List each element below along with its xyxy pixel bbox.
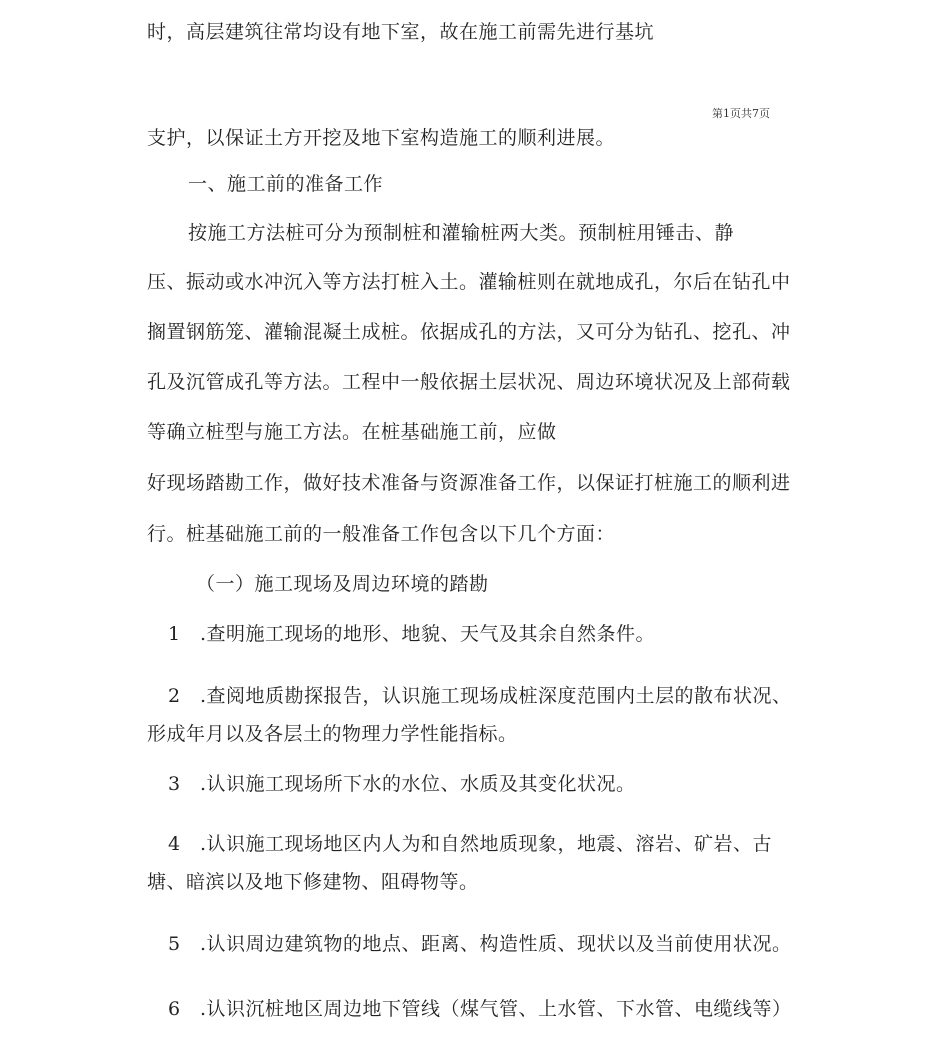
text-line: 支护，以保证土方开挖及地下室构造施工的顺利进展。 bbox=[147, 127, 616, 149]
section-heading: 一、施工前的准备工作 bbox=[188, 173, 384, 195]
list-item bbox=[168, 622, 655, 646]
list-item bbox=[168, 684, 792, 708]
text-line: 按施工方法桩可分为预制桩和灌输桩两大类。预制桩用锤击、静 bbox=[188, 222, 735, 244]
list-number: 6 bbox=[168, 998, 181, 1020]
text-line: 搁置钢筋笼、灌输混凝土成桩。依据成孔的方法，又可分为钻孔、挖孔、冲 bbox=[147, 321, 791, 343]
text-line: 行。桩基础施工前的一般准备工作包含以下几个方面： bbox=[147, 523, 616, 545]
text-line: 等确立桩型与施工方法。在桩基础施工前，应做 bbox=[147, 421, 557, 443]
text-line: 时，高层建筑往常均设有地下室，故在施工前需先进行基坑 bbox=[147, 21, 655, 43]
list-number: 3 bbox=[168, 773, 181, 795]
list-number: 4 bbox=[168, 833, 181, 855]
text-line: 形成年月以及各层土的物理力学性能指标。 bbox=[147, 723, 518, 745]
text-line: 好现场踏勘工作，做好技术准备与资源准备工作，以保证打桩施工的顺利进 bbox=[147, 472, 791, 494]
list-text: .认识周边建筑物的地点、距离、构造性质、现状以及当前使用状况。 bbox=[200, 933, 792, 955]
list-item bbox=[168, 772, 636, 796]
list-text: .查明施工现场的地形、地貌、天气及其余自然条件。 bbox=[200, 623, 656, 645]
text-line: 孔及沉管成孔等方法。工程中一般依据土层状况、周边环境状况及上部荷载 bbox=[147, 371, 791, 393]
list-item bbox=[168, 932, 792, 956]
text-line: 塘、暗滨以及地下修建物、阻碍物等。 bbox=[147, 871, 479, 893]
list-text: .查阅地质勘探报告，认识施工现场成桩深度范围内土层的散布状况、 bbox=[200, 685, 792, 707]
page-label: 第1页共7页 bbox=[712, 107, 770, 120]
list-item bbox=[168, 997, 792, 1021]
list-item bbox=[168, 832, 772, 856]
list-number: 1 bbox=[168, 623, 181, 645]
list-text: .认识施工现场地区内人为和自然地质现象，地震、溶岩、矿岩、古 bbox=[200, 833, 773, 855]
list-text: .认识施工现场所下水的水位、水质及其变化状况。 bbox=[200, 773, 636, 795]
list-number: 2 bbox=[168, 685, 181, 707]
list-number: 5 bbox=[168, 933, 181, 955]
list-text: .认识沉桩地区周边地下管线（煤气管、上水管、下水管、电缆线等） bbox=[200, 998, 792, 1020]
subsection-heading: （一）施工现场及周边环境的踏勘 bbox=[196, 573, 489, 595]
text-line: 压、振动或水冲沉入等方法打桩入土。灌输桩则在就地成孔，尔后在钻孔中 bbox=[147, 271, 791, 293]
